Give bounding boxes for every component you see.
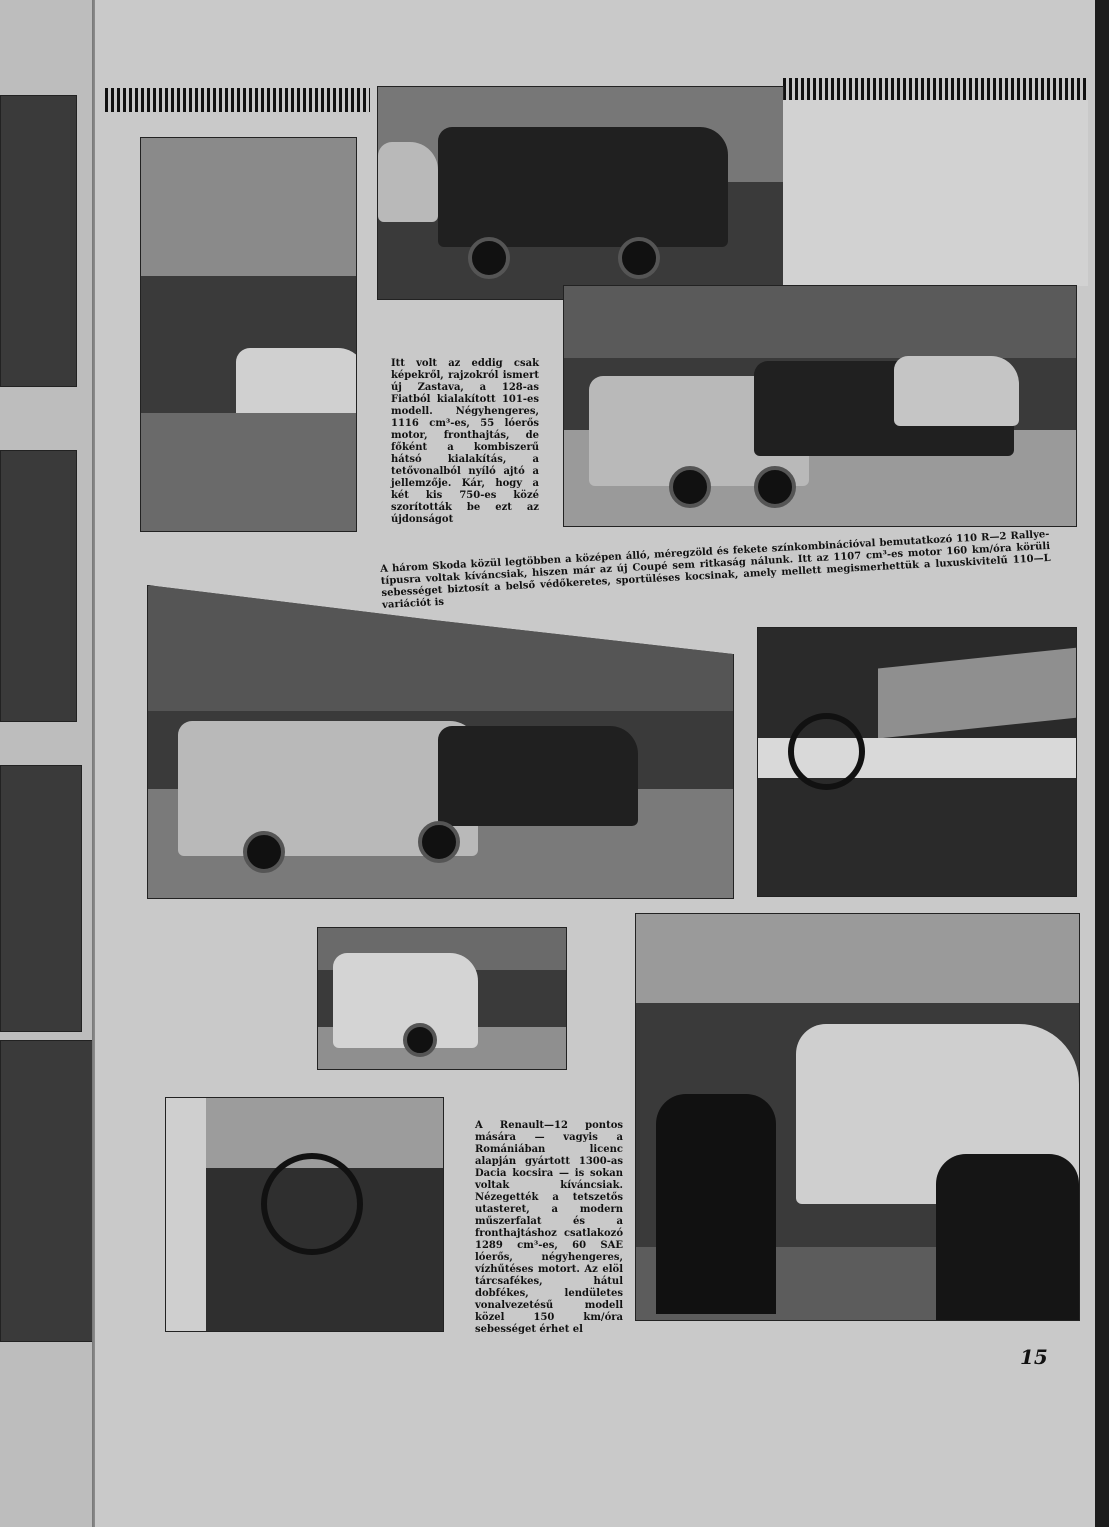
caption-dacia: A Renault—12 pontos mására — vagyis a Romániában licenc alapján gyártott 1300-as Dacia kocsira — is sokan voltak kíváncsiak. Nézegették a tetszetős utasteret, a modern műszerfalat és a fronthajtáshoz csatlakozó 1289 cm³-es, 60 SAE lóerős, négyhengeres, vízhűtéses motort. Az elöl tárcsafékes, hátul dobfékes, lendületes vonalvezetésű modell közel 150 km/óra sebességet érhet el bbox=[475, 1120, 623, 1335]
photo-dacia-exterior bbox=[317, 927, 567, 1070]
decorative-stripe-band bbox=[105, 88, 370, 112]
left-page-photo bbox=[0, 95, 77, 387]
caption-zastava: Itt volt az eddig csak képekről, rajzokról ismert új Zastava, a 128-as Fiatból kialakított 101-es modell. Négyhengeres, 1116 cm³-es, 55 lóerős motor, fronthajtás, de főként a kombiszerű hátsó kialakítás, a tetővonalból nyíló ajtó a jellemzője. Kár, hogy a két kis 750-es közé szorították be ezt az újdonságot bbox=[391, 358, 539, 525]
photo-zastava-rear bbox=[377, 86, 784, 300]
left-page-photo bbox=[0, 1040, 94, 1342]
left-page-photo bbox=[0, 450, 77, 722]
left-page-edge bbox=[0, 0, 100, 1527]
left-page-photo bbox=[0, 765, 82, 1032]
photo-dacia-interior bbox=[165, 1097, 444, 1332]
photo-skoda-interior bbox=[757, 627, 1077, 897]
magazine-page bbox=[95, 0, 1095, 1527]
photo-zastava-row-of-cars bbox=[563, 285, 1077, 527]
photo-crowd-exhibition bbox=[140, 137, 357, 532]
caption-skoda: A három Skoda közül legtöbben a középen álló, méregzöld és fekete színkombinációval bemutatkozó 110 R—2 Rallye-típusra voltak kíváncsiak, hiszen már az új Coupé sem ritkaság nálunk. Itt az 1107 cm³-es motor 160 km/óra körüli sebességet biztosít a belső védőkeretes, sportüléses kocsinak, amely mellett megismerhettük a luxuskivitelű 110—L variációt is bbox=[380, 528, 1051, 611]
page-number: 15 bbox=[1020, 1345, 1048, 1369]
blank-panel bbox=[783, 100, 1088, 286]
decorative-stripe-band bbox=[783, 78, 1088, 102]
photo-skoda-exhibition bbox=[147, 585, 734, 899]
photo-dacia-crowd bbox=[635, 913, 1080, 1321]
